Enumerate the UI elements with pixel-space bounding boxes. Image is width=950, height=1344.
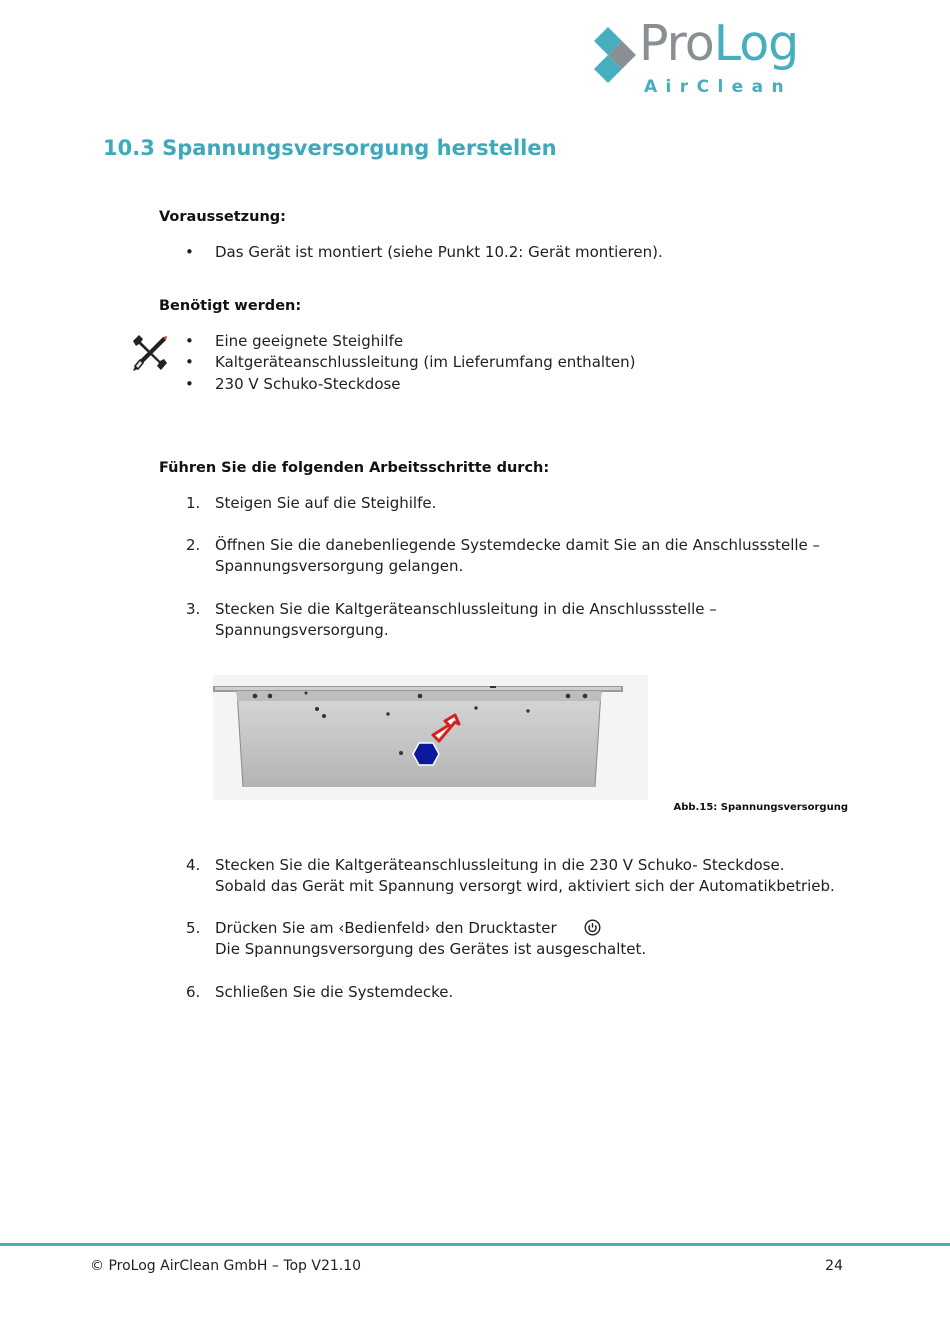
company-logo [590,15,850,100]
step-text: Steigen Sie auf die Steighilfe. [215,494,437,512]
step-number: 4. [186,856,201,874]
required-item: Kaltgeräteanschlussleitung (im Lieferumfang enthalten) [215,353,636,371]
logo-pro: Pro [639,15,714,72]
connector-marker [413,743,439,765]
tools-icon [129,333,169,373]
power-button-icon [584,919,601,936]
required-item: 230 V Schuko-Steckdose [215,375,401,393]
figure-caption: Abb.15: Spannungsversorgung [673,802,848,813]
step-text: Sobald das Gerät mit Spannung versorgt wird, aktiviert sich der Automatikbetrieb. [215,877,835,895]
steps-heading: Führen Sie die folgenden Arbeitsschritte durch: [159,460,550,476]
step-number: 1. [186,494,201,512]
step-text: Spannungsversorgung gelangen. [215,557,464,575]
step-text: Die Spannungsversorgung des Gerätes ist ausgeschaltet. [215,940,647,958]
bullet-icon: • [185,375,194,393]
step-text: Spannungsversorgung. [215,621,389,639]
footer-copyright: © ProLog AirClean GmbH – Top V21.10 [90,1258,362,1274]
prerequisite-item: Das Gerät ist montiert (siehe Punkt 10.2: Gerät montieren). [215,243,663,261]
logo-wordmark [639,15,799,72]
step-text: Stecken Sie die Kaltgeräteanschlussleitung in die 230 V Schuko- Steckdose. [215,856,785,874]
page-number: 24 [825,1258,843,1274]
step-number: 3. [186,600,201,618]
device-figure [213,675,648,800]
step-number: 6. [186,983,201,1001]
bullet-icon: • [185,243,194,261]
logo-diamond-icon [590,25,640,87]
step-text: Drücken Sie am ‹Bedienfeld› den Drucktaster [215,919,557,937]
step-number: 2. [186,536,201,554]
step-text: Öffnen Sie die danebenliegende Systemdecke damit Sie an die Anschlussstelle – [215,536,821,554]
logo-subline: AirClean [644,77,792,97]
step-text: Schließen Sie die Systemdecke. [215,983,454,1001]
step-text: Stecken Sie die Kaltgeräteanschlussleitung in die Anschlussstelle – [215,600,717,618]
logo-log: Log [713,15,799,72]
step-number: 5. [186,919,201,937]
footer-divider [0,1243,950,1246]
bullet-icon: • [185,332,194,350]
prerequisite-heading: Voraussetzung: [159,209,286,225]
required-item: Eine geeignete Steighilfe [215,332,404,350]
bullet-icon: • [185,353,194,371]
required-heading: Benötigt werden: [159,298,302,314]
section-title: 10.3 Spannungsversorgung herstellen [103,136,557,160]
